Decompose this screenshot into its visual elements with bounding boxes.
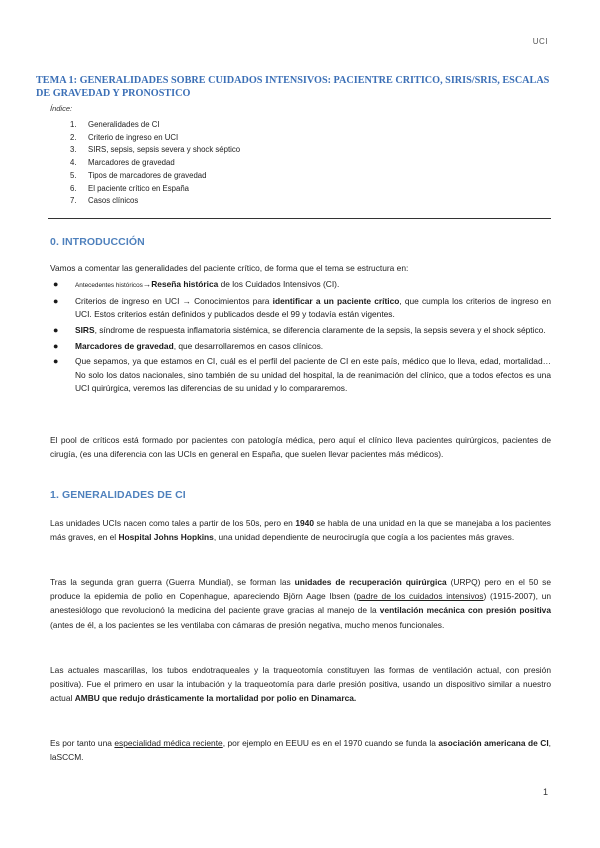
heading-generalidades: 1. GENERALIDADES DE CI <box>50 489 186 501</box>
index-item: 7. Casos clínicos <box>70 196 139 206</box>
page-number: 1 <box>542 787 548 797</box>
paragraph-specialty: Es por tanto una especialidad médica reciente, por ejemplo en EEUU es en el 1970 cuando se funda la asociación americana de CI, laSCCM. <box>50 738 551 763</box>
index-item: 3. SIRS, sepsis, sepsis severa y shock séptico <box>70 145 241 155</box>
list-item: ● Que sepamos, ya que estamos en CI, cuál es el perfil del paciente de CI en este país, médico que lo lleva, edad, mortalidad… No solo los datos nacionales, sino también de su unidad del hospital, la de reanimación del clínico, que a todos efectos es una UCI quirúrgica, veremos las diferencias de su unidad y lo compararemos. <box>53 356 551 393</box>
paragraph-origins: Las unidades UCIs nacen como tales a partir de los 50s, pero en 1940 se habla de una unidad en la que se manejaba a los pacientes más graves, en el Hospital Johns Hopkins, una unidad dependiente de neurocirugía que cogía a los pacientes más graves. <box>50 518 551 543</box>
paragraph-ventilation: Las actuales mascarillas, los tubos endotraqueales y la traqueotomía constituyen las formas de ventilación actual, con presión positiva). Fue el primero en usar la intubación y la traqueotomía para darle presión positiva, usando un dispositivo similar a nuestro actual AMBU que redujo drásticamente la mortalidad por polio en Dinamarca. <box>50 665 551 704</box>
index-item: 1. Generalidades de CI <box>70 120 160 129</box>
index-item: 4. Marcadores de gravedad <box>70 158 175 168</box>
intro-bullet-list <box>50 278 551 398</box>
intro-pool-paragraph: El pool de críticos está formado por pacientes con patología médica, pero aquí el clínico lleva pacientes quirúrgicos, pacientes de cirugía, (es una diferencia con las UCIs en general en España, que suelen llevar pacientes más médicos). <box>50 435 551 460</box>
bullet-icon: ● <box>53 340 59 351</box>
intro-lead: Vamos a comentar las generalidades del paciente crítico, de forma que el tema se estructura en: <box>50 263 409 273</box>
index-item: 6. El paciente crítico en España <box>70 183 189 193</box>
section-divider <box>48 218 551 219</box>
list-item: ● SIRS, síndrome de respuesta inflamatoria sistémica, se diferencia claramente de la sepsis, la sepsis severa y el shock séptico. <box>50 324 551 337</box>
index-item: 5. Tipos de marcadores de gravedad <box>70 170 207 180</box>
running-header: UCI <box>532 37 548 46</box>
list-item: ● Antecedentes históricos→Reseña histórica de los Cuidados Intensivos (CI). <box>50 278 551 292</box>
index-list <box>70 119 240 208</box>
paragraph-ibsen: Tras la segunda gran guerra (Guerra Mundial), se forman las unidades de recuperación quirúrgica (URPQ) pero en el 50 se produce la epidemia de polio en Copenhague, apareciendo Björn Aage Ibsen (padre de los cuidados intensivos) (1915-2007), un anestesiólogo que revolucionó la medicina del paciente grave gracias al manejo de la ventilación mecánica con presión positiva (antes de él, a los pacientes se les ventilaba con cámaras de presión negativa, mucho menos funcionales. <box>50 577 552 630</box>
bullet-icon: ● <box>53 324 59 335</box>
bullet-icon: ● <box>53 279 59 289</box>
bullet-icon: ● <box>53 295 59 306</box>
list-item: ● Marcadores de gravedad, que desarrollaremos en casos clínicos. <box>50 340 551 353</box>
list-item: ● Criterios de ingreso en UCI → Conocimientos para identificar a un paciente crítico, que cumpla los criterios de ingreso en UCI. Estos criterios están definidos y publicados desde el 99 y todavía están vigentes. <box>53 295 551 319</box>
index-label: Índice: <box>50 104 73 113</box>
bullet-icon: ● <box>53 356 59 367</box>
document-title: TEMA 1: GENERALIDADES SOBRE CUIDADOS INTENSIVOS: PACIENTRE CRITICO, SIRIS/SRIS, ESCALAS DE GRAVEDAD Y PRONOSTICO <box>36 75 550 99</box>
index-item: 2. Criterio de ingreso en UCI <box>70 132 179 142</box>
heading-introduccion: 0. INTRODUCCIÓN <box>50 236 145 248</box>
